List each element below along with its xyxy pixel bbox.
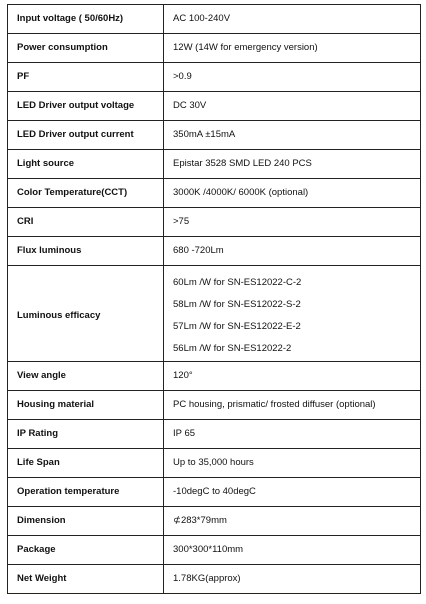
spec-row-view-angle: [8, 362, 421, 391]
spec-value: DC 30V: [164, 92, 421, 121]
spec-row-driver-current: [8, 121, 421, 150]
spec-value: IP 65: [164, 420, 421, 449]
spec-row-life-span: [8, 449, 421, 478]
spec-label: CRI: [8, 208, 164, 237]
spec-value: [164, 266, 421, 362]
spec-value: 12W (14W for emergency version): [164, 34, 421, 63]
spec-value: AC 100-240V: [164, 5, 421, 34]
spec-value: Epistar 3528 SMD LED 240 PCS: [164, 150, 421, 179]
spec-label: Color Temperature(CCT): [8, 179, 164, 208]
spec-label: IP Rating: [8, 420, 164, 449]
spec-value: 300*300*110mm: [164, 536, 421, 565]
spec-label: [8, 266, 164, 362]
spec-label: Flux luminous: [8, 237, 164, 266]
spec-value-line: 58Lm /W for SN-ES12022-S-2: [173, 298, 301, 310]
spec-label: Power consumption: [8, 34, 164, 63]
spec-value: 350mA ±15mA: [164, 121, 421, 150]
spec-value: PC housing, prismatic/ frosted diffuser (optional): [164, 391, 421, 420]
spec-label: LED Driver output current: [8, 121, 164, 150]
spec-row-cri: [8, 208, 421, 237]
spec-table: [7, 4, 421, 594]
spec-label: Package: [8, 536, 164, 565]
spec-label: Dimension: [8, 507, 164, 536]
spec-label: Operation temperature: [8, 478, 164, 507]
spec-row-input-voltage: [8, 5, 421, 34]
spec-label-text: Luminous efficacy: [17, 309, 101, 321]
spec-value: 120°: [164, 362, 421, 391]
spec-value: ⊄283*79mm: [164, 507, 421, 536]
spec-value: Up to 35,000 hours: [164, 449, 421, 478]
spec-label: Input voltage ( 50/60Hz): [8, 5, 164, 34]
spec-value: 1.78KG(approx): [164, 565, 421, 594]
spec-value: 680 -720Lm: [164, 237, 421, 266]
spec-label: LED Driver output voltage: [8, 92, 164, 121]
spec-row-driver-voltage: [8, 92, 421, 121]
spec-value-line: 56Lm /W for SN-ES12022-2: [173, 342, 292, 354]
spec-value-line: 57Lm /W for SN-ES12022-E-2: [173, 320, 301, 332]
spec-label: View angle: [8, 362, 164, 391]
spec-row-package: [8, 536, 421, 565]
spec-row-flux: [8, 237, 421, 266]
spec-row-net-weight: [8, 565, 421, 594]
spec-row-ip-rating: [8, 420, 421, 449]
spec-row-light-source: [8, 150, 421, 179]
spec-label: Life Span: [8, 449, 164, 478]
spec-label: Housing material: [8, 391, 164, 420]
spec-row-cct: [8, 179, 421, 208]
spec-value: 3000K /4000K/ 6000K (optional): [164, 179, 421, 208]
spec-row-operation-temperature: [8, 478, 421, 507]
spec-row-dimension: [8, 507, 421, 536]
spec-value: >75: [164, 208, 421, 237]
spec-row-efficacy: [8, 266, 421, 362]
spec-value-line: 60Lm /W for SN-ES12022-C-2: [173, 276, 302, 288]
spec-label: PF: [8, 63, 164, 92]
spec-value: -10degC to 40degC: [164, 478, 421, 507]
spec-row-pf: [8, 63, 421, 92]
spec-label: Net Weight: [8, 565, 164, 594]
spec-row-power-consumption: [8, 34, 421, 63]
spec-value: >0.9: [164, 63, 421, 92]
spec-row-housing: [8, 391, 421, 420]
spec-label: Light source: [8, 150, 164, 179]
